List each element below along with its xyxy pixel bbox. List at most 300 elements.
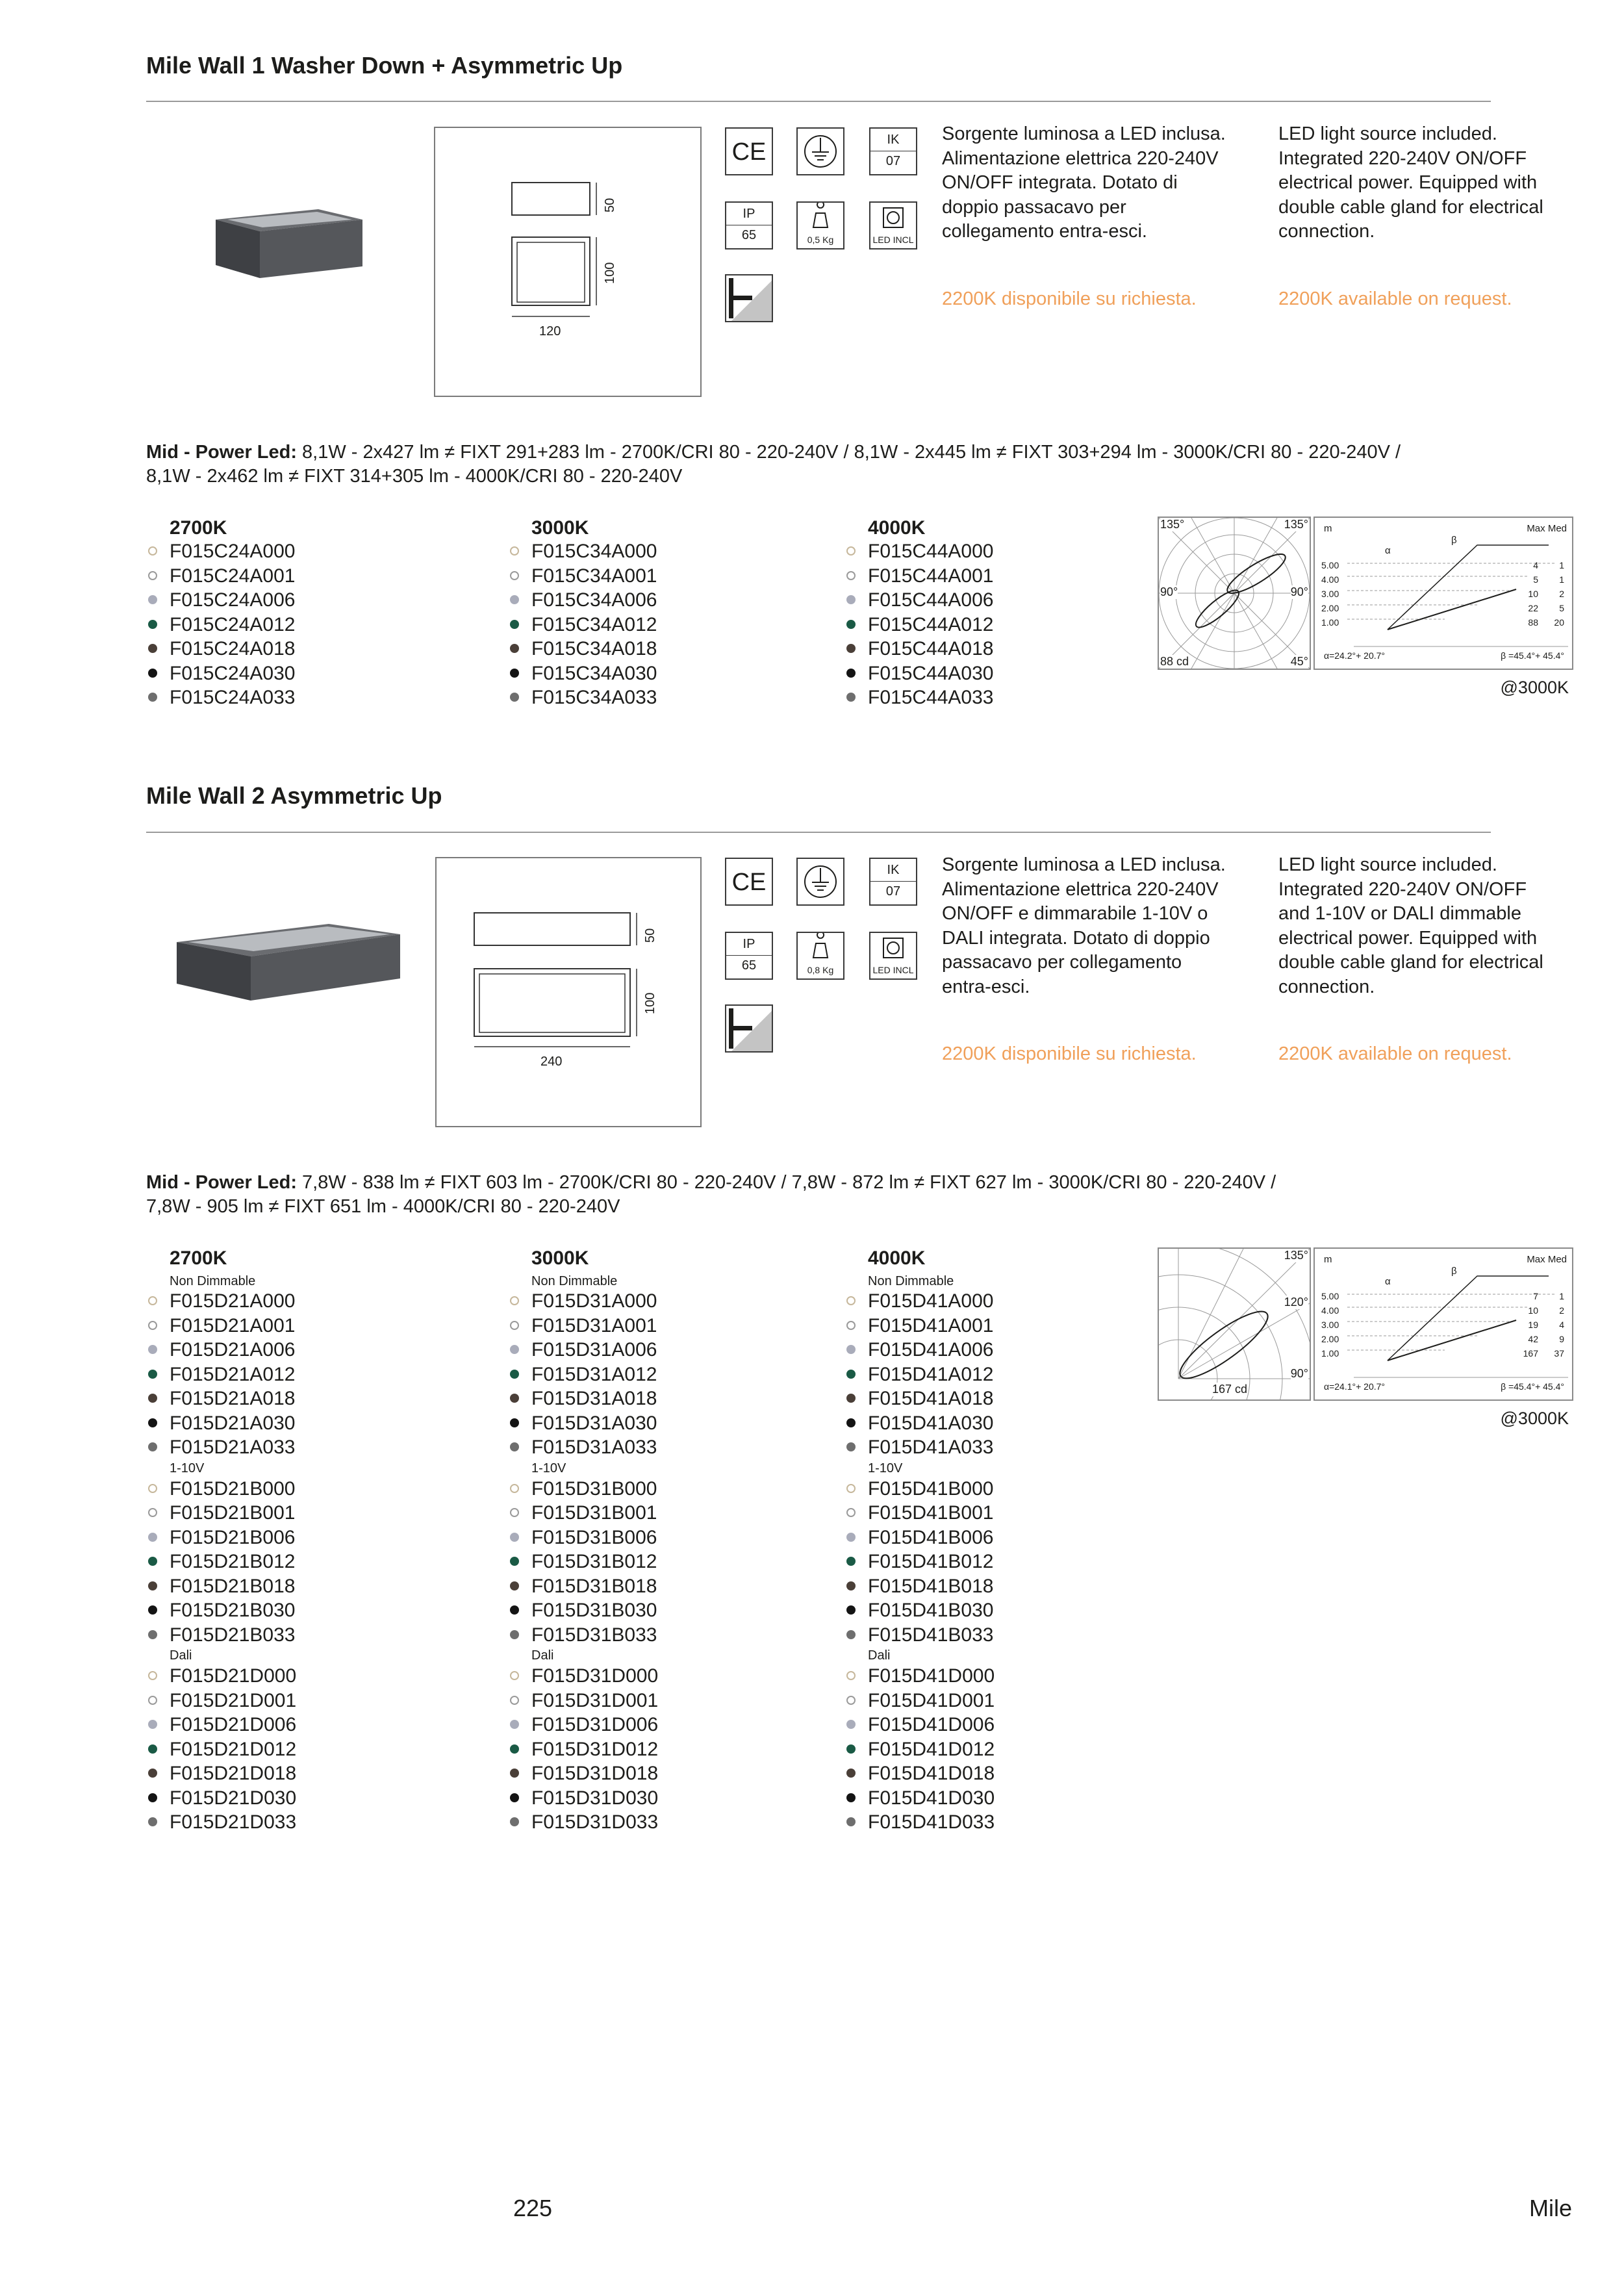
cone-maxmed-label: Max Med xyxy=(1527,1254,1567,1265)
product-code-item xyxy=(844,1289,995,1314)
product1-note-en: 2200K available on request. xyxy=(1278,288,1512,309)
product-code-item xyxy=(844,539,993,564)
product-code: F015D21B006 xyxy=(170,1526,296,1548)
product2-dim-height-top: 50 xyxy=(643,928,657,943)
polar-label-cd: 88 cd xyxy=(1160,655,1189,668)
product2-dim-height-bottom: 100 xyxy=(643,992,657,1014)
polar-label-mr: 90° xyxy=(1290,585,1308,598)
product-code: F015D31D030 xyxy=(531,1787,659,1809)
product-code-item xyxy=(146,539,295,564)
product-code-item xyxy=(146,1713,296,1737)
product-code-item xyxy=(844,1598,995,1623)
product-code: F015D31A006 xyxy=(531,1339,657,1361)
product-code-item xyxy=(844,1786,995,1811)
finish-color-dot xyxy=(148,1696,157,1705)
finish-color-dot xyxy=(148,1744,157,1754)
product-code: F015D41D000 xyxy=(868,1665,995,1687)
code-list xyxy=(844,539,993,710)
product-code: F015D21A012 xyxy=(170,1363,296,1385)
finish-color-dot xyxy=(148,1442,157,1451)
product-code-item xyxy=(146,1435,296,1460)
product-code: F015D21D006 xyxy=(170,1714,297,1735)
ground-symbol-icon xyxy=(796,858,844,906)
product-code-item xyxy=(146,1289,296,1314)
finish-color-dot xyxy=(510,1769,519,1778)
finish-color-dot xyxy=(148,1321,157,1330)
product-code-item xyxy=(508,1435,658,1460)
column-head: 4000K xyxy=(868,517,926,539)
svg-text:CE: CE xyxy=(731,869,767,896)
finish-color-dot xyxy=(148,1557,157,1566)
finish-color-dot xyxy=(148,1484,157,1493)
product2-temp-note: @3000K xyxy=(1500,1409,1569,1428)
finish-color-dot xyxy=(846,1508,856,1517)
product-code: F015C24A012 xyxy=(170,613,296,635)
product-code: F015C24A018 xyxy=(170,638,296,659)
product1-title: Mile Wall 1 Washer Down + Asymmetric Up xyxy=(146,52,623,79)
product-code-item xyxy=(844,685,993,710)
cone-maxmed-label: Max Med xyxy=(1527,523,1567,534)
finish-color-dot xyxy=(148,1769,157,1778)
product-code: F015D21D018 xyxy=(170,1763,297,1784)
finish-color-dot xyxy=(510,1605,519,1615)
product-code: F015D21D000 xyxy=(170,1665,297,1687)
finish-color-dot xyxy=(510,1720,519,1729)
product-code: F015D41B001 xyxy=(868,1502,994,1524)
finish-color-dot xyxy=(148,1296,157,1305)
product-code: F015D41A012 xyxy=(868,1363,994,1385)
product-code-item xyxy=(146,1386,296,1411)
product-code-item xyxy=(508,1761,658,1786)
finish-color-dot xyxy=(148,1418,157,1427)
column-head: 2700K xyxy=(170,1247,227,1269)
product-code-item xyxy=(146,1411,296,1436)
product-code-item xyxy=(844,1477,995,1501)
product-code-item xyxy=(146,685,295,710)
product1-title-rule xyxy=(146,101,1491,102)
finish-color-dot xyxy=(148,1817,157,1826)
product-code: F015D31B012 xyxy=(531,1551,657,1572)
product-code: F015C44A001 xyxy=(868,565,994,587)
column-head: 3000K xyxy=(531,517,589,539)
product2-cone-diagram xyxy=(1313,1247,1573,1401)
wall-mount-icon xyxy=(725,1004,773,1053)
product-code-item xyxy=(146,1810,296,1835)
finish-color-dot xyxy=(846,1370,856,1379)
product-code-item xyxy=(844,1713,995,1737)
product-code-item xyxy=(508,1386,658,1411)
product-code-item xyxy=(844,1435,995,1460)
product-code-item xyxy=(146,613,295,637)
product-code-item xyxy=(146,564,295,589)
finish-color-dot xyxy=(846,669,856,678)
polar-label-tr: 135° xyxy=(1284,518,1308,531)
finish-color-dot xyxy=(510,1394,519,1403)
product-code: F015D31B006 xyxy=(531,1526,657,1548)
finish-color-dot xyxy=(846,644,856,653)
finish-color-dot xyxy=(148,1720,157,1729)
code-list xyxy=(508,1477,658,1648)
finish-color-dot xyxy=(510,1370,519,1379)
product-code: F015C34A006 xyxy=(531,589,657,611)
ip-label: IP xyxy=(742,937,755,951)
product-code: F015D21A006 xyxy=(170,1339,296,1361)
product-code-item xyxy=(508,1689,658,1713)
wall-mount-icon xyxy=(725,274,773,322)
cone-max: 42 xyxy=(1528,1334,1538,1344)
product-code: F015D21A033 xyxy=(170,1437,296,1458)
product2-codes-3000k xyxy=(508,1247,658,1835)
product1-description-it: Sorgente luminosa a LED inclusa. Alimentazione elettrica 220-240V ON/OFF integrata. Dotato di doppio passacavo per collegamento entra-esci. xyxy=(942,123,1226,242)
finish-color-dot xyxy=(510,1696,519,1705)
finish-color-dot xyxy=(846,1817,856,1826)
product-code-item xyxy=(508,1598,658,1623)
product-code-item xyxy=(146,1598,296,1623)
ip-value: 65 xyxy=(741,958,757,973)
finish-color-dot xyxy=(510,1630,519,1639)
product-code-item xyxy=(844,588,993,613)
svg-text:CE: CE xyxy=(731,138,767,166)
finish-color-dot xyxy=(846,1671,856,1680)
product1-spec-line2: 8,1W - 2x462 lm ≠ FIXT 314+305 lm - 4000K/CRI 80 - 220-240V xyxy=(146,466,683,487)
finish-color-dot xyxy=(148,1533,157,1542)
cone-distance: 5.00 xyxy=(1321,1291,1339,1301)
product-code: F015D31D000 xyxy=(531,1665,659,1687)
product-code-item xyxy=(508,1713,658,1737)
product-code-item xyxy=(508,1411,658,1436)
product-code: F015C44A033 xyxy=(868,687,994,708)
ip-label: IP xyxy=(742,207,755,221)
column-head: 2700K xyxy=(170,517,227,539)
product-code: F015D41A033 xyxy=(868,1437,994,1458)
product1-drawing-frame xyxy=(434,127,702,397)
product-code-item xyxy=(508,539,657,564)
finish-color-dot xyxy=(510,644,519,653)
product1-cone-diagram xyxy=(1313,517,1573,670)
finish-color-dot xyxy=(148,669,157,678)
finish-color-dot xyxy=(846,595,856,604)
product1-temp-note: @3000K xyxy=(1500,678,1569,697)
product2-description-en: LED light source included. Integrated 220-240V ON/OFF and 1-10V or DALI dimmable electrical power. Equipped with double cable gland for electrical connection. xyxy=(1278,854,1543,997)
group-label: Non Dimmable xyxy=(868,1274,954,1288)
product-code-item xyxy=(844,1737,995,1762)
cone-distance: 3.00 xyxy=(1321,589,1339,599)
product-code-item xyxy=(844,637,993,661)
ip-rating-icon xyxy=(725,932,773,980)
product-code-item xyxy=(844,661,993,686)
product2-title-rule xyxy=(146,832,1491,833)
product2-photo xyxy=(173,916,407,1020)
polar-label-br: 45° xyxy=(1290,655,1308,668)
product-code: F015D31A001 xyxy=(531,1314,657,1336)
cone-beta-label: β xyxy=(1451,535,1457,546)
polar-label-mr: 120° xyxy=(1284,1296,1308,1309)
product-code: F015D41D012 xyxy=(868,1738,995,1760)
led-incl-icon xyxy=(869,201,917,249)
finish-color-dot xyxy=(510,1484,519,1493)
finish-color-dot xyxy=(148,620,157,629)
ik-rating-icon xyxy=(869,127,917,175)
finish-color-dot xyxy=(510,1793,519,1802)
finish-color-dot xyxy=(846,1769,856,1778)
product-code-item xyxy=(844,1526,995,1550)
product-code-item xyxy=(508,564,657,589)
product1-dimension-drawing xyxy=(435,128,700,396)
cone-max: 19 xyxy=(1528,1320,1538,1330)
ik-value: 07 xyxy=(885,154,901,168)
ik-value: 07 xyxy=(885,884,901,899)
code-list xyxy=(844,1664,995,1835)
cone-med: 9 xyxy=(1559,1334,1564,1344)
product-code: F015D41D018 xyxy=(868,1763,995,1784)
ik-label: IK xyxy=(887,133,900,147)
finish-color-dot xyxy=(846,1484,856,1493)
cone-distance: 2.00 xyxy=(1321,1334,1339,1344)
product-code-item xyxy=(844,1761,995,1786)
cone-distance: 5.00 xyxy=(1321,560,1339,570)
product-code: F015D31D012 xyxy=(531,1738,659,1760)
product-code-item xyxy=(508,1338,658,1362)
finish-color-dot xyxy=(846,1533,856,1542)
product-code: F015D41B012 xyxy=(868,1551,994,1572)
product-code-item xyxy=(844,1574,995,1599)
cone-alpha-label: α xyxy=(1385,545,1391,556)
ip-value: 65 xyxy=(741,228,757,242)
finish-color-dot xyxy=(148,571,157,580)
product-code: F015C44A000 xyxy=(868,541,994,562)
product-code: F015D31D018 xyxy=(531,1763,659,1784)
product-code: F015D21D001 xyxy=(170,1689,297,1711)
finish-color-dot xyxy=(846,1581,856,1591)
cone-max: 22 xyxy=(1528,603,1538,613)
finish-color-dot xyxy=(510,1442,519,1451)
product1-dim-height-top: 50 xyxy=(603,198,617,212)
cone-alpha-value: α=24.2°+ 20.7° xyxy=(1324,650,1386,661)
finish-color-dot xyxy=(510,669,519,678)
finish-color-dot xyxy=(510,1557,519,1566)
cone-med-values xyxy=(1554,1289,1564,1361)
group-label: Non Dimmable xyxy=(170,1274,256,1288)
cone-max: 88 xyxy=(1528,617,1538,628)
cone-distance: 4.00 xyxy=(1321,574,1339,585)
code-list xyxy=(508,1664,658,1835)
product-code-item xyxy=(508,1574,658,1599)
finish-color-dot xyxy=(510,1533,519,1542)
product1-dim-height-bottom: 100 xyxy=(603,262,617,284)
cone-distances xyxy=(1321,1289,1339,1361)
product-code-item xyxy=(508,1810,658,1835)
product-code: F015D31A018 xyxy=(531,1388,657,1409)
cone-m-label: m xyxy=(1324,523,1332,534)
product-code: F015D21B000 xyxy=(170,1477,296,1500)
cone-med: 1 xyxy=(1559,574,1564,585)
cone-max: 7 xyxy=(1533,1291,1538,1301)
product-code-item xyxy=(844,1689,995,1713)
product-code-item xyxy=(146,1362,296,1387)
product-code: F015D21B001 xyxy=(170,1502,296,1524)
code-list xyxy=(146,1477,296,1648)
finish-color-dot xyxy=(148,1630,157,1639)
finish-color-dot xyxy=(846,1793,856,1802)
finish-color-dot xyxy=(148,595,157,604)
finish-color-dot xyxy=(510,1418,519,1427)
finish-color-dot xyxy=(846,1744,856,1754)
product-code: F015D21B033 xyxy=(170,1624,296,1646)
cone-beta-value: β =45.4°+ 45.4° xyxy=(1501,650,1564,661)
finish-color-dot xyxy=(510,1817,519,1826)
footer-family-name: Mile xyxy=(1529,2195,1572,2221)
finish-color-dot xyxy=(148,1581,157,1591)
product-code-item xyxy=(508,1362,658,1387)
product-code: F015C24A006 xyxy=(170,589,296,611)
product-code: F015D21B018 xyxy=(170,1575,296,1597)
product-code-item xyxy=(146,1574,296,1599)
finish-color-dot xyxy=(846,620,856,629)
column-head: 4000K xyxy=(868,1247,926,1269)
product-code: F015D21D030 xyxy=(170,1787,297,1809)
cone-max-values xyxy=(1528,558,1538,630)
weight-value: 0,8 Kg xyxy=(807,965,834,975)
finish-color-dot xyxy=(846,1321,856,1330)
finish-color-dot xyxy=(846,1394,856,1403)
finish-color-dot xyxy=(510,546,519,556)
product-code: F015D31B001 xyxy=(531,1502,657,1524)
group-label: 1-10V xyxy=(868,1461,903,1476)
product-code-item xyxy=(508,1737,658,1762)
product-code-item xyxy=(508,1664,658,1689)
product-code: F015D31D033 xyxy=(531,1811,659,1833)
product-code-item xyxy=(844,1623,995,1648)
product1-spec-label: Mid - Power Led: xyxy=(146,442,297,463)
product-code-item xyxy=(146,1761,296,1786)
finish-color-dot xyxy=(846,1605,856,1615)
product-code-item xyxy=(844,1501,995,1526)
code-list xyxy=(146,1664,296,1835)
cone-distance: 4.00 xyxy=(1321,1305,1339,1316)
cone-beta-label: β xyxy=(1451,1266,1457,1277)
product-code: F015C24A033 xyxy=(170,687,296,708)
product-code: F015C34A012 xyxy=(531,613,657,635)
product-code-item xyxy=(508,685,657,710)
finish-color-dot xyxy=(148,1370,157,1379)
product-code: F015C24A001 xyxy=(170,565,296,587)
cone-max: 10 xyxy=(1528,1305,1538,1316)
polar-label-ml: 90° xyxy=(1160,585,1178,598)
product-code-item xyxy=(146,1314,296,1338)
finish-color-dot xyxy=(510,1296,519,1305)
product-code-item xyxy=(844,1314,995,1338)
cone-med: 1 xyxy=(1559,1291,1564,1301)
cone-med: 1 xyxy=(1559,560,1564,570)
product-code-item xyxy=(844,1550,995,1574)
product-code-item xyxy=(508,1526,658,1550)
product-code: F015D31A030 xyxy=(531,1412,657,1434)
product-code: F015D41B030 xyxy=(868,1600,994,1621)
product-code-item xyxy=(508,637,657,661)
cone-alpha-value: α=24.1°+ 20.7° xyxy=(1324,1381,1386,1392)
code-list xyxy=(508,1289,658,1460)
product-code: F015D31B033 xyxy=(531,1624,657,1646)
product-code-item xyxy=(844,564,993,589)
product-code: F015D41A030 xyxy=(868,1412,994,1434)
cone-med: 37 xyxy=(1554,1348,1564,1359)
product-code-item xyxy=(146,1526,296,1550)
finish-color-dot xyxy=(846,1418,856,1427)
polar-label-tl: 135° xyxy=(1160,518,1185,531)
cone-max: 10 xyxy=(1528,589,1538,599)
cone-max: 167 xyxy=(1523,1348,1538,1359)
product-code-item xyxy=(508,661,657,686)
ce-mark-icon xyxy=(725,127,773,175)
ip-rating-icon xyxy=(725,201,773,249)
code-list xyxy=(146,1289,296,1460)
product-code: F015C24A000 xyxy=(170,541,296,562)
finish-color-dot xyxy=(148,1508,157,1517)
group-label: Dali xyxy=(170,1648,192,1663)
code-list xyxy=(146,539,295,710)
product-code: F015D41B000 xyxy=(868,1477,994,1500)
group-label: Dali xyxy=(868,1648,891,1663)
finish-color-dot xyxy=(846,1296,856,1305)
cone-distance: 1.00 xyxy=(1321,617,1339,628)
column-head: 3000K xyxy=(531,1247,589,1269)
cone-max-values xyxy=(1523,1289,1538,1361)
product-code: F015D41D006 xyxy=(868,1714,995,1735)
cone-med: 2 xyxy=(1559,1305,1564,1316)
finish-color-dot xyxy=(510,1671,519,1680)
product-code: F015C44A030 xyxy=(868,662,994,684)
product-code-item xyxy=(146,1737,296,1762)
product-code: F015D41A018 xyxy=(868,1388,994,1409)
finish-color-dot xyxy=(846,1442,856,1451)
product-code: F015C34A000 xyxy=(531,541,657,562)
cone-max: 4 xyxy=(1533,560,1538,570)
product-code: F015D41D030 xyxy=(868,1787,995,1809)
product-code-item xyxy=(508,1550,658,1574)
finish-color-dot xyxy=(510,620,519,629)
cone-distances xyxy=(1321,558,1339,630)
finish-color-dot xyxy=(846,1557,856,1566)
product-code: F015D21A018 xyxy=(170,1388,296,1409)
product-code: F015D21D033 xyxy=(170,1811,297,1833)
product-code-item xyxy=(508,1314,658,1338)
finish-color-dot xyxy=(148,693,157,702)
ik-rating-icon xyxy=(869,858,917,906)
product1-photo xyxy=(208,201,370,292)
product-code: F015C34A030 xyxy=(531,662,657,684)
cone-med: 2 xyxy=(1559,589,1564,599)
product1-description-en: LED light source included. Integrated 220-240V ON/OFF electrical power. Equipped with double cable gland for electrical connection. xyxy=(1278,123,1543,242)
product-code-item xyxy=(844,1411,995,1436)
finish-color-dot xyxy=(510,1744,519,1754)
product-code-item xyxy=(508,1786,658,1811)
cone-med: 20 xyxy=(1554,617,1564,628)
led-incl-label: LED INCL xyxy=(872,235,914,245)
finish-color-dot xyxy=(510,1345,519,1354)
product2-description-it: Sorgente luminosa a LED inclusa. Alimentazione elettrica 220-240V ON/OFF e dimmarabile 1-10V o DALI integrata. Dotato di doppio passacavo per collegamento entra-esci. xyxy=(942,854,1226,997)
weight-icon xyxy=(796,201,844,249)
finish-color-dot xyxy=(846,546,856,556)
product-code-item xyxy=(146,637,295,661)
product-code: F015D31B018 xyxy=(531,1575,657,1597)
product2-polar-diagram xyxy=(1158,1247,1311,1401)
product2-drawing-frame xyxy=(435,857,702,1127)
product-code: F015D31B030 xyxy=(531,1600,657,1621)
product2-codes-4000k xyxy=(844,1247,995,1835)
product2-note-en: 2200K available on request. xyxy=(1278,1043,1512,1064)
product-code: F015D21D012 xyxy=(170,1738,297,1760)
product-code-item xyxy=(146,661,295,686)
